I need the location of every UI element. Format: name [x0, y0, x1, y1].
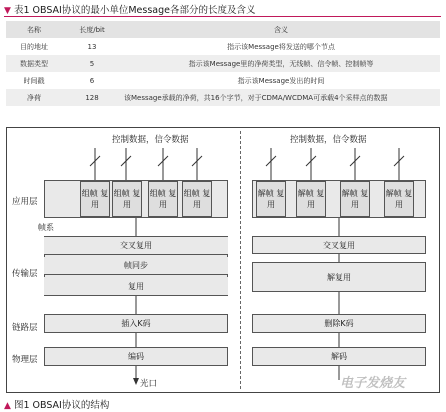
table-caption-text: 表1 OBSAI协议的最小单位Message各部分的长度及含义: [13, 5, 256, 16]
left-phy-block: 编码: [44, 347, 228, 366]
right-transport-2: 解复用: [252, 262, 426, 292]
right-top-label: 控制数据，信令数据: [290, 135, 367, 145]
right-link-block: 删除K码: [252, 314, 426, 333]
right-sub-block: 解帧 复用: [256, 181, 286, 217]
left-transport-3: 复用: [44, 277, 228, 295]
arrow-down: [133, 378, 139, 385]
left-sub-block: 组帧 复用: [112, 181, 142, 217]
right-sub-block: 解帧 复用: [340, 181, 370, 217]
cell: 目的地址: [20, 42, 48, 51]
left-sub-block: 组帧 复用: [80, 181, 110, 217]
layer-transport: 传输层: [12, 269, 38, 279]
left-output-label: 光口: [140, 379, 158, 389]
header-meaning: 含义: [122, 21, 440, 38]
triangle-icon: ▼: [4, 6, 11, 16]
layer-link: 链路层: [12, 323, 38, 333]
cell: 指示该Message发出的时间: [237, 76, 325, 85]
right-sub-block: 解帧 复用: [296, 181, 326, 217]
cell: 指示该Message里的净荷类型，无线帧、信令帧、控制帧等: [122, 55, 440, 72]
left-top-label: 控制数据，信令数据: [112, 135, 189, 145]
left-transport-2: 帧同步: [44, 257, 228, 275]
left-sub-block: 组帧 复用: [148, 181, 178, 217]
arrowheads: [133, 378, 139, 385]
cell: 数据类型: [6, 55, 62, 72]
cell: 该Message承载的净荷，共16个字节，对于CDMA/WCDMA可承载4个采样点的数据: [122, 89, 440, 106]
cell: 净荷: [6, 89, 62, 106]
left-link-block: 插入K码: [44, 314, 228, 333]
cell: 指示该Message将发送的哪个节点: [227, 42, 335, 51]
right-transport-1: 交叉复用: [252, 236, 426, 254]
left-frame-label: 帧系: [38, 223, 54, 232]
right-sub-block: 解帧 复用: [384, 181, 414, 217]
layer-application: 应用层: [12, 197, 38, 207]
cell: 128: [62, 89, 122, 106]
cell: 13: [87, 42, 97, 51]
cell: 5: [62, 55, 122, 72]
figure-caption-text: 图1 OBSAI协议的结构: [13, 400, 110, 411]
triangle-icon: ▲: [4, 401, 11, 411]
layer-physical: 物理层: [12, 355, 38, 365]
left-sub-block: 组帧 复用: [182, 181, 212, 217]
cell: 6: [89, 76, 95, 85]
header-name: 名称: [6, 21, 62, 38]
cell: 时间戳: [23, 76, 45, 85]
figure-caption: [4, 397, 109, 411]
left-transport-1: 交叉复用: [44, 237, 228, 255]
right-phy-block: 解码: [252, 347, 426, 366]
header-length: 长度/bit: [62, 21, 122, 38]
watermark: 电子发烧友: [340, 376, 406, 391]
